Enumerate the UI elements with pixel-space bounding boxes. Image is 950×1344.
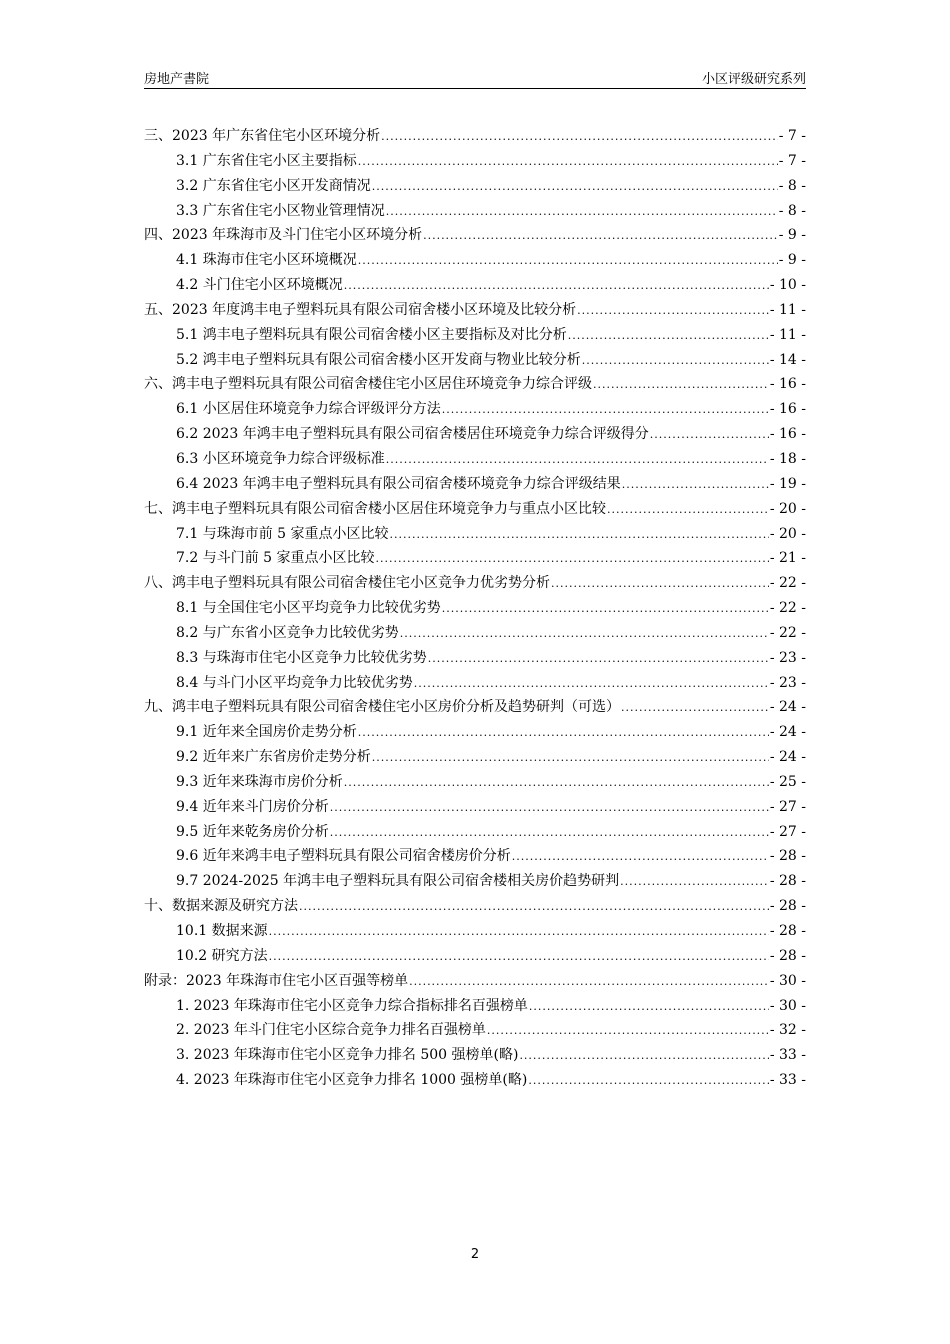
toc-entry-title: 3.3 广东省住宅小区物业管理情况 (176, 202, 385, 219)
toc-entry-page: - 27 - (769, 798, 806, 815)
toc-entry[interactable] (144, 920, 806, 945)
toc-entry[interactable] (144, 970, 806, 995)
toc-entry[interactable] (144, 498, 806, 523)
toc-entry-title: 八、鸿丰电子塑料玩具有限公司宿舍楼住宅小区竞争力优劣势分析 (144, 575, 550, 592)
toc-entry[interactable] (144, 448, 806, 473)
toc-entry-title: 2. 2023 年斗门住宅小区综合竞争力排名百强榜单 (176, 1022, 486, 1039)
toc-entry-title: 8.2 与广东省小区竞争力比较优劣势 (176, 624, 399, 641)
toc-leader-dots (344, 279, 769, 292)
toc-entry-page: - 28 - (769, 898, 806, 915)
toc-entry-page: - 16 - (769, 401, 806, 418)
toc-entry-title: 九、鸿丰电子塑料玩具有限公司宿舍楼住宅小区房价分析及趋势研判（可选） (144, 699, 620, 716)
toc-entry-page: - 30 - (769, 997, 806, 1014)
toc-entry[interactable] (144, 523, 806, 548)
toc-entry-page: - 22 - (769, 624, 806, 641)
toc-entry-page: - 33 - (769, 1047, 806, 1064)
toc-entry-page: - 24 - (769, 724, 806, 741)
toc-leader-dots (593, 378, 769, 391)
toc-leader-dots (269, 950, 769, 963)
toc-leader-dots (372, 751, 769, 764)
toc-entry-title: 1. 2023 年珠海市住宅小区竞争力综合指标排名百强榜单 (176, 997, 528, 1014)
toc-leader-dots (386, 205, 778, 218)
toc-entry[interactable] (144, 274, 806, 299)
toc-leader-dots (269, 925, 769, 938)
toc-entry[interactable] (144, 647, 806, 672)
toc-leader-dots (551, 577, 769, 590)
toc-leader-dots (512, 850, 769, 863)
toc-leader-dots (442, 403, 769, 416)
toc-entry-title: 9.2 近年来广东省房价走势分析 (176, 749, 371, 766)
toc-leader-dots (344, 776, 769, 789)
toc-entry-title: 7.1 与珠海市前 5 家重点小区比较 (176, 525, 389, 542)
toc-entry-title: 9.3 近年来珠海市房价分析 (176, 773, 343, 790)
toc-entry-page: - 10 - (769, 277, 806, 294)
toc-entry-title: 3. 2023 年珠海市住宅小区竞争力排名 500 强榜单(略) (176, 1047, 519, 1064)
toc-leader-dots (620, 875, 769, 888)
toc-entry[interactable] (144, 796, 806, 821)
header-right-title: 小区评级研究系列 (701, 72, 806, 87)
toc-entry-title: 4.2 斗门住宅小区环境概况 (176, 277, 343, 294)
toc-leader-dots (299, 900, 769, 913)
page-number: 2 (470, 1247, 480, 1262)
toc-entry-title: 4.1 珠海市住宅小区环境概况 (176, 252, 357, 269)
toc-entry-page: - 32 - (769, 1022, 806, 1039)
toc-entry-page: - 20 - (769, 525, 806, 542)
toc-leader-dots (582, 354, 769, 367)
toc-leader-dots (650, 428, 769, 441)
toc-entry-page: - 23 - (769, 649, 806, 666)
toc-entry-title: 5.2 鸿丰电子塑料玩具有限公司宿舍楼小区开发商与物业比较分析 (176, 351, 581, 368)
toc-leader-dots (622, 478, 769, 491)
toc-leader-dots (487, 1024, 769, 1037)
toc-entry[interactable] (144, 1019, 806, 1044)
toc-entry[interactable] (144, 249, 806, 274)
toc-entry-page: - 16 - (769, 426, 806, 443)
toc-entry-title: 6.1 小区居住环境竞争力综合评级评分方法 (176, 401, 441, 418)
toc-entry[interactable] (144, 324, 806, 349)
toc-leader-dots (358, 155, 778, 168)
toc-entry-title: 三、2023 年广东省住宅小区环境分析 (144, 128, 381, 144)
toc-entry[interactable] (144, 746, 806, 771)
toc-entry-title: 附录：2023 年珠海市住宅小区百强等榜单 (144, 972, 409, 989)
toc-entry[interactable] (144, 597, 806, 622)
toc-entry[interactable] (144, 895, 806, 920)
toc-entry[interactable] (144, 150, 806, 175)
toc-entry-page: - 33 - (769, 1072, 806, 1089)
toc-entry[interactable] (144, 1069, 806, 1094)
toc-entry-page: - 7 - (778, 152, 806, 169)
toc-entry-title: 6.2 2023 年鸿丰电子塑料玩具有限公司宿舍楼居住环境竞争力综合评级得分 (176, 426, 649, 443)
toc-entry-page: - 9 - (778, 227, 806, 244)
toc-entry-page: - 14 - (769, 351, 806, 368)
toc-entry[interactable] (144, 870, 806, 895)
toc-leader-dots (529, 1000, 769, 1013)
toc-entry-page: - 28 - (769, 947, 806, 964)
toc-entry-page: - 18 - (769, 450, 806, 467)
toc-entry-page: - 24 - (769, 749, 806, 766)
toc-leader-dots (428, 652, 769, 665)
toc-entry-title: 四、2023 年珠海市及斗门住宅小区环境分析 (144, 227, 423, 244)
toc-entry[interactable] (144, 721, 806, 746)
toc-leader-dots (442, 602, 769, 615)
toc-entry-title: 十、数据来源及研究方法 (144, 898, 298, 915)
toc-entry-title: 9.4 近年来斗门房价分析 (176, 798, 329, 815)
toc-entry-page: - 22 - (769, 575, 806, 592)
toc-entry-page: - 27 - (769, 823, 806, 840)
toc-entry[interactable] (144, 125, 806, 150)
toc-entry-page: - 28 - (769, 848, 806, 865)
toc-entry[interactable] (144, 398, 806, 423)
toc-entry-title: 3.1 广东省住宅小区主要指标 (176, 152, 357, 169)
toc-entry[interactable] (144, 995, 806, 1020)
toc-entry[interactable] (144, 175, 806, 200)
toc-entry-title: 七、鸿丰电子塑料玩具有限公司宿舍楼小区居住环境竞争力与重点小区比较 (144, 500, 606, 517)
toc-entry-title: 6.4 2023 年鸿丰电子塑料玩具有限公司宿舍楼环境竞争力综合评级结果 (176, 475, 621, 492)
toc-entry[interactable] (144, 373, 806, 398)
toc-entry-page: - 30 - (769, 972, 806, 989)
toc-entry-title: 4. 2023 年珠海市住宅小区竞争力排名 1000 强榜单(略) (176, 1072, 528, 1089)
toc-leader-dots (568, 329, 769, 342)
toc-leader-dots (330, 826, 769, 839)
toc-entry-title: 五、2023 年度鸿丰电子塑料玩具有限公司宿舍楼小区环境及比较分析 (144, 301, 577, 318)
toc-entry[interactable] (144, 771, 806, 796)
toc-leader-dots (358, 726, 769, 739)
toc-entry[interactable] (144, 945, 806, 970)
toc-entry-title: 7.2 与斗门前 5 家重点小区比较 (176, 550, 375, 567)
toc-entry-title: 8.1 与全国住宅小区平均竞争力比较优劣势 (176, 600, 441, 617)
page-header (144, 66, 806, 89)
toc-entry-page: - 16 - (769, 376, 806, 393)
toc-leader-dots (390, 528, 769, 541)
toc-leader-dots (409, 975, 769, 988)
toc-leader-dots (528, 1074, 768, 1087)
toc-entry[interactable] (144, 572, 806, 597)
toc-leader-dots (372, 180, 778, 193)
toc-entry-title: 9.1 近年来全国房价走势分析 (176, 724, 357, 741)
toc-leader-dots (423, 229, 778, 242)
toc-entry-page: - 28 - (769, 873, 806, 890)
toc-entry-title: 3.2 广东省住宅小区开发商情况 (176, 177, 371, 194)
toc-entry[interactable] (144, 473, 806, 498)
toc-entry-title: 5.1 鸿丰电子塑料玩具有限公司宿舍楼小区主要指标及对比分析 (176, 326, 567, 343)
toc-entry-title: 9.7 2024-2025 年鸿丰电子塑料玩具有限公司宿舍楼相关房价趋势研判 (176, 873, 620, 890)
toc-entry[interactable] (144, 547, 806, 572)
toc-entry-page: - 8 - (778, 177, 806, 194)
toc-entry[interactable] (144, 423, 806, 448)
toc-entry[interactable] (144, 696, 806, 721)
toc-entry-page: - 11 - (769, 301, 806, 318)
toc-leader-dots (330, 801, 769, 814)
toc-entry[interactable] (144, 200, 806, 225)
toc-entry-title: 六、鸿丰电子塑料玩具有限公司宿舍楼住宅小区居住环境竞争力综合评级 (144, 376, 592, 393)
toc-entry-title: 8.3 与珠海市住宅小区竞争力比较优劣势 (176, 649, 427, 666)
header-left-title: 房地产書院 (144, 72, 210, 87)
toc-entry-page: - 11 - (769, 326, 806, 343)
toc-leader-dots (519, 1049, 768, 1062)
toc-entry-title: 8.4 与斗门小区平均竞争力比较优劣势 (176, 674, 413, 691)
toc-entry[interactable] (144, 845, 806, 870)
toc-entry[interactable] (144, 1044, 806, 1069)
toc-entry-title: 10.2 研究方法 (176, 947, 268, 964)
toc-entry-page: - 9 - (778, 252, 806, 269)
toc-leader-dots (414, 677, 769, 690)
toc-entry-page: - 23 - (769, 674, 806, 691)
toc-entry-title: 10.1 数据来源 (176, 923, 268, 939)
toc-entry-page: - 25 - (769, 773, 806, 790)
toc-entry-title: 9.5 近年来乾务房价分析 (176, 823, 329, 840)
toc-entry-page: - 21 - (769, 550, 806, 567)
toc-entry-title: 9.6 近年来鸿丰电子塑料玩具有限公司宿舍楼房价分析 (176, 848, 511, 865)
toc-entry-page: - 8 - (778, 202, 806, 219)
toc-leader-dots (376, 552, 769, 565)
toc-entry[interactable] (144, 672, 806, 697)
table-of-contents (144, 125, 806, 1094)
toc-entry[interactable] (144, 224, 806, 249)
toc-entry-page: - 24 - (769, 699, 806, 716)
toc-leader-dots (386, 453, 769, 466)
toc-leader-dots (358, 254, 778, 267)
toc-entry[interactable] (144, 821, 806, 846)
toc-entry-page: - 28 - (769, 923, 806, 939)
toc-leader-dots (607, 503, 769, 516)
toc-entry[interactable] (144, 299, 806, 324)
toc-entry-page: - 22 - (769, 600, 806, 617)
toc-entry[interactable] (144, 622, 806, 647)
toc-entry-page: - 7 - (778, 128, 806, 144)
toc-leader-dots (577, 304, 769, 317)
toc-entry[interactable] (144, 349, 806, 374)
toc-entry-title: 6.3 小区环境竞争力综合评级标准 (176, 450, 385, 467)
toc-leader-dots (381, 130, 778, 143)
toc-entry-page: - 20 - (769, 500, 806, 517)
toc-leader-dots (400, 627, 769, 640)
toc-entry-page: - 19 - (769, 475, 806, 492)
toc-leader-dots (621, 701, 769, 714)
